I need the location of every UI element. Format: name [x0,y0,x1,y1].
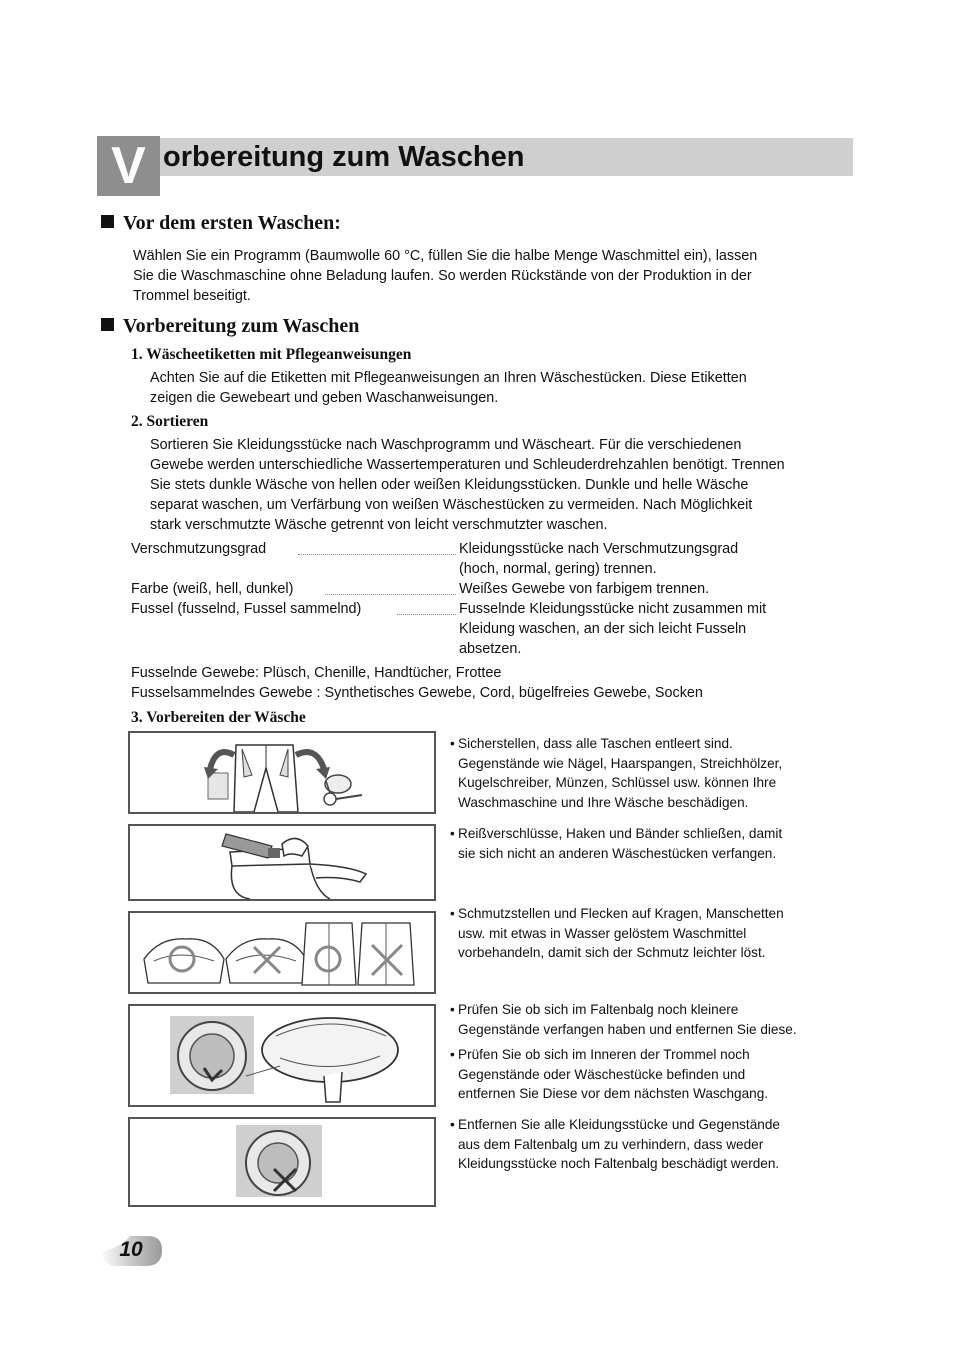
first-wash-text [133,246,757,306]
text-line: Fusselnde Gewebe: Plüsch, Chenille, Handtücher, Frottee [131,665,502,681]
text-line: Entfernen Sie alle Kleidungsstücke und Gegenstände [458,1117,780,1132]
text-line: Sortieren Sie Kleidungsstücke nach Waschprogramm und Wäscheart. Für die verschiedenen [150,437,742,453]
bullet-dot-icon: • [450,826,455,841]
step2-text [150,435,785,535]
gasket-check-illustration [128,1004,436,1107]
text-line: Kleidungsstücke noch Faltenbalg beschädigt werden. [458,1156,780,1171]
bullet-dot-icon: • [450,1002,455,1017]
bullet-item [450,904,850,963]
sort-row-desc [459,599,766,659]
text-line: Weißes Gewebe von farbigem trennen. [459,581,710,597]
text-line: Gewebe werden unterschiedliche Wassertemperaturen und Schleuderdrehzahlen benötigt. Trennen [150,457,785,473]
text-line: Sie die Waschmaschine ohne Beladung laufen. So werden Rückstände von der Produktion in der [133,268,752,284]
bullet-dot-icon: • [450,1117,455,1132]
dot-leader [325,594,456,595]
section-heading-preparation: Vorbereitung zum Waschen [101,315,359,338]
text-line: Gegenstände wie Nägel, Haarspangen, Streichhölzer, [458,755,783,771]
text-line: separat waschen, um Verfärbung von weißen Wäschestücken zu vermeiden. Nach Möglichkeit [150,497,753,513]
step1-text [150,368,747,408]
dot-leader [397,614,456,615]
collar-stain-icon [130,913,434,992]
closing-zipper-icon [130,826,434,899]
text-line: Waschmaschine und Ihre Wäsche beschädigen. [458,794,749,810]
text-line: Kleidung waschen, an der sich leicht Fusseln [459,621,747,637]
bellows-remove-illustration [128,1117,436,1207]
bullet-item [450,1115,850,1174]
bellows-warning-icon [130,1119,434,1205]
text-line: (hoch, normal, gering) trennen. [459,561,657,577]
door-gasket-icon [130,1006,434,1105]
step2-title: 2. Sortieren [131,413,209,430]
pockets-illustration [128,731,436,814]
page-number: 10 [119,1238,143,1261]
text-line: Kleidungsstücke nach Verschmutzungsgrad [459,541,739,557]
text-line: usw. mit etwas in Wasser gelöstem Waschmittel [458,925,747,941]
text-line: Prüfen Sie ob sich im Inneren der Trommel noch [458,1047,750,1062]
sort-row-label: Verschmutzungsgrad [131,541,267,557]
square-bullet-icon [101,215,114,228]
text-line: zeigen die Gewebeart und geben Waschanweisungen. [150,390,499,406]
text-line: Trommel beseitigt. [133,288,251,304]
step1-title: 1. Wäscheetiketten mit Pflegeanweisungen [131,346,412,363]
step3-title: 3. Vorbereiten der Wäsche [131,709,306,726]
text-line: sie sich nicht an anderen Wäschestücken verfangen. [458,845,777,861]
text-line: Kugelschreiber, Münzen, Schlüssel usw. können Ihre [458,775,777,790]
text-line: aus dem Faltenbalg um zu verhindern, dass weder [458,1136,764,1152]
trousers-pockets-icon [130,733,434,812]
sort-row-desc [459,579,709,599]
page-title: orbereitung zum Waschen [163,141,525,173]
text-line: Prüfen Sie ob sich im Faltenbalg noch kleinere [458,1002,739,1017]
bullet-item [450,1000,850,1039]
text-line: Reißverschlüsse, Haken und Bänder schließen, damit [458,826,783,841]
text-line: Gegenstände oder Wäschestücke befinden und [458,1066,746,1082]
zipper-illustration [128,824,436,901]
text-line: absetzen. [459,641,522,657]
text-line: Sicherstellen, dass alle Taschen entleert sind. [458,736,733,751]
fabric-notes [131,663,703,703]
text-line: Wählen Sie ein Programm (Baumwolle 60 °C, füllen Sie die halbe Menge Waschmittel ein), lassen [133,248,758,264]
section-heading-first-wash: Vor dem ersten Waschen: [101,212,341,235]
text-line: Achten Sie auf die Etiketten mit Pflegeanweisungen an Ihren Wäschestücken. Diese Etiketten [150,370,747,386]
bullet-dot-icon: • [450,736,455,751]
text-line: vorbehandeln, damit sich der Schmutz leichter löst. [458,945,766,960]
bullet-dot-icon: • [450,906,455,921]
bullet-item [450,734,850,812]
text-line: Fusselnde Kleidungsstücke nicht zusammen mit [459,601,767,617]
text-line: Schmutzstellen und Flecken auf Kragen, Manschetten [458,906,784,921]
sort-row-label: Fussel (fusselnd, Fussel sammelnd) [131,601,362,617]
bullet-item [450,1045,850,1104]
text-line: entfernen Sie Diese vor dem nächsten Waschgang. [458,1086,769,1101]
bullet-item [450,824,850,863]
text-line: Gegenstände verfangen haben und entfernen Sie diese. [458,1021,797,1037]
text-line: Sie stets dunkle Wäsche von hellen oder weißen Kleidungsstücken. Dunkle und helle Wäsche [150,477,749,493]
text-line: Fusselsammelndes Gewebe : Synthetisches Gewebe, Cord, bügelfreies Gewebe, Socken [131,685,703,701]
dot-leader [298,554,456,555]
title-letter-box: V [97,136,160,196]
sort-row-desc [459,539,738,579]
text-line: stark verschmutzte Wäsche getrennt von leicht verschmutzter waschen. [150,517,608,533]
bullet-dot-icon: • [450,1047,455,1062]
sort-row-label: Farbe (weiß, hell, dunkel) [131,581,294,597]
stain-pretreat-illustration [128,911,436,994]
square-bullet-icon [101,318,114,331]
